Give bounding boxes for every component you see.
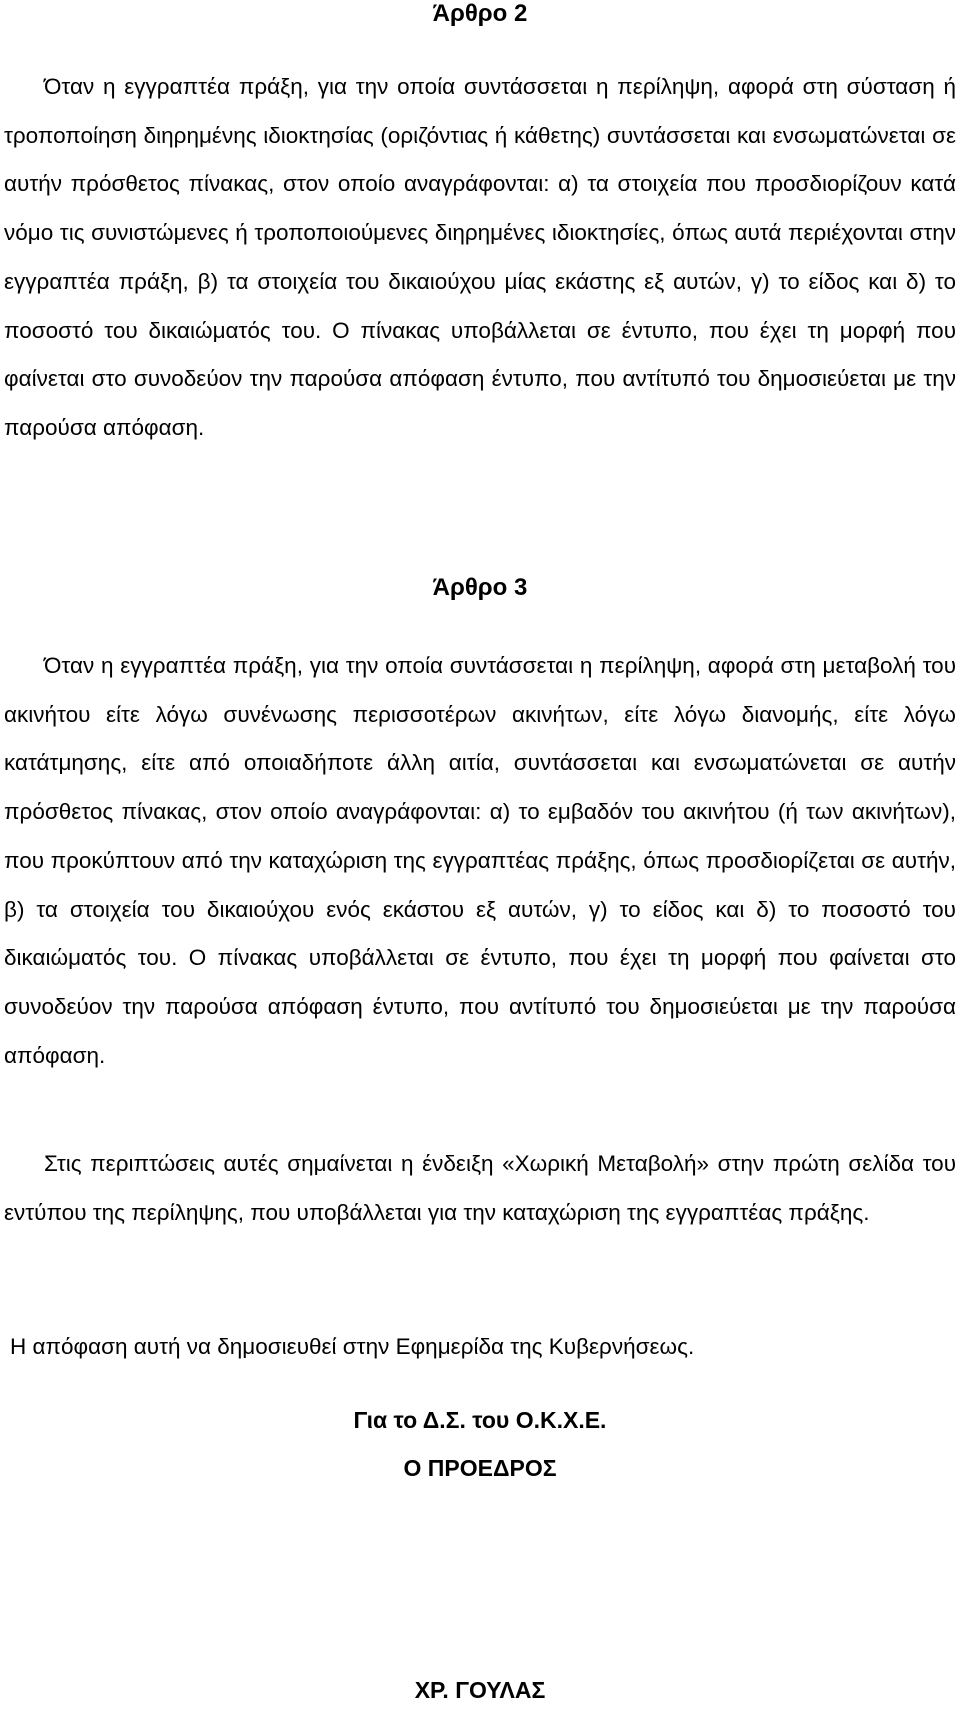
signature-organization: Για το Δ.Σ. του Ο.Κ.Χ.Ε. xyxy=(353,1407,607,1433)
signature-title: Ο ΠΡΟΕΔΡΟΣ xyxy=(403,1455,557,1481)
article-2-body: Όταν η εγγραπτέα πράξη, για την οποία συντάσσεται η περίληψη, αφορά στη σύσταση ή τροποποίηση διηρημένης ιδιοκτησίας (οριζόντιας ή κάθετης) συντάσσεται και ενσωματώνεται σε αυτήν πρόσθετος πίνακας, στον οποίο αναγράφονται: α) τα στοιχεία που προσδιορίζουν κατά νόμο τις συνιστώμενες ή τροποποιούμενες διηρημένες ιδιοκτησίες, όπως αυτά περιέχονται στην εγγραπτέα πράξη, β) τα στοιχεία του δικαιούχου μίας εκάστης εξ αυτών, γ) το είδος και δ) το ποσοστό του δικαιώματός του. Ο πίνακας υποβάλλεται σε έντυπο, που έχει τη μορφή που φαίνεται στο συνοδεύον την παρούσα απόφαση έντυπο, που αντίτυπό του δημοσιεύεται με την παρούσα απόφαση. xyxy=(4,74,956,440)
signature-name: ΧΡ. ΓΟΥΛΑΣ xyxy=(414,1677,546,1703)
publication-statement: Η απόφαση αυτή να δημοσιευθεί στην Εφημερίδα της Κυβερνήσεως. xyxy=(10,1334,695,1359)
article-3-title: Άρθρο 3 xyxy=(432,574,528,601)
article-3-body-paragraph-2: Στις περιπτώσεις αυτές σημαίνεται η ένδειξη «Χωρική Μεταβολή» στην πρώτη σελίδα του εντύπου της περίληψης, που υποβάλλεται για την καταχώριση της εγγραπτέας πράξης. xyxy=(4,1151,956,1225)
article-2-title: Άρθρο 2 xyxy=(432,0,528,27)
article-3-body-paragraph-1: Όταν η εγγραπτέα πράξη, για την οποία συντάσσεται η περίληψη, αφορά στη μεταβολή του ακινήτου είτε λόγω συνένωσης περισσοτέρων ακινήτων, είτε λόγω διανομής, είτε λόγω κατάτμησης, είτε από οποιαδήποτε άλλη αιτία, συντάσσεται και ενσωματώνεται σε αυτήν πρόσθετος πίνακας, στον οποίο αναγράφονται: α) το εμβαδόν του ακινήτου (ή των ακινήτων), που προκύπτουν από την καταχώριση της εγγραπτέας πράξης, όπως προσδιορίζεται σε αυτήν, β) τα στοιχεία του δικαιούχου ενός εκάστου εξ αυτών, γ) το είδος και δ) το ποσοστό του δικαιώματός του. Ο πίνακας υποβάλλεται σε έντυπο, που έχει τη μορφή που φαίνεται στο συνοδεύον την παρούσα απόφαση έντυπο, που αντίτυπό του δημοσιεύεται με την παρούσα απόφαση. xyxy=(4,653,956,1068)
